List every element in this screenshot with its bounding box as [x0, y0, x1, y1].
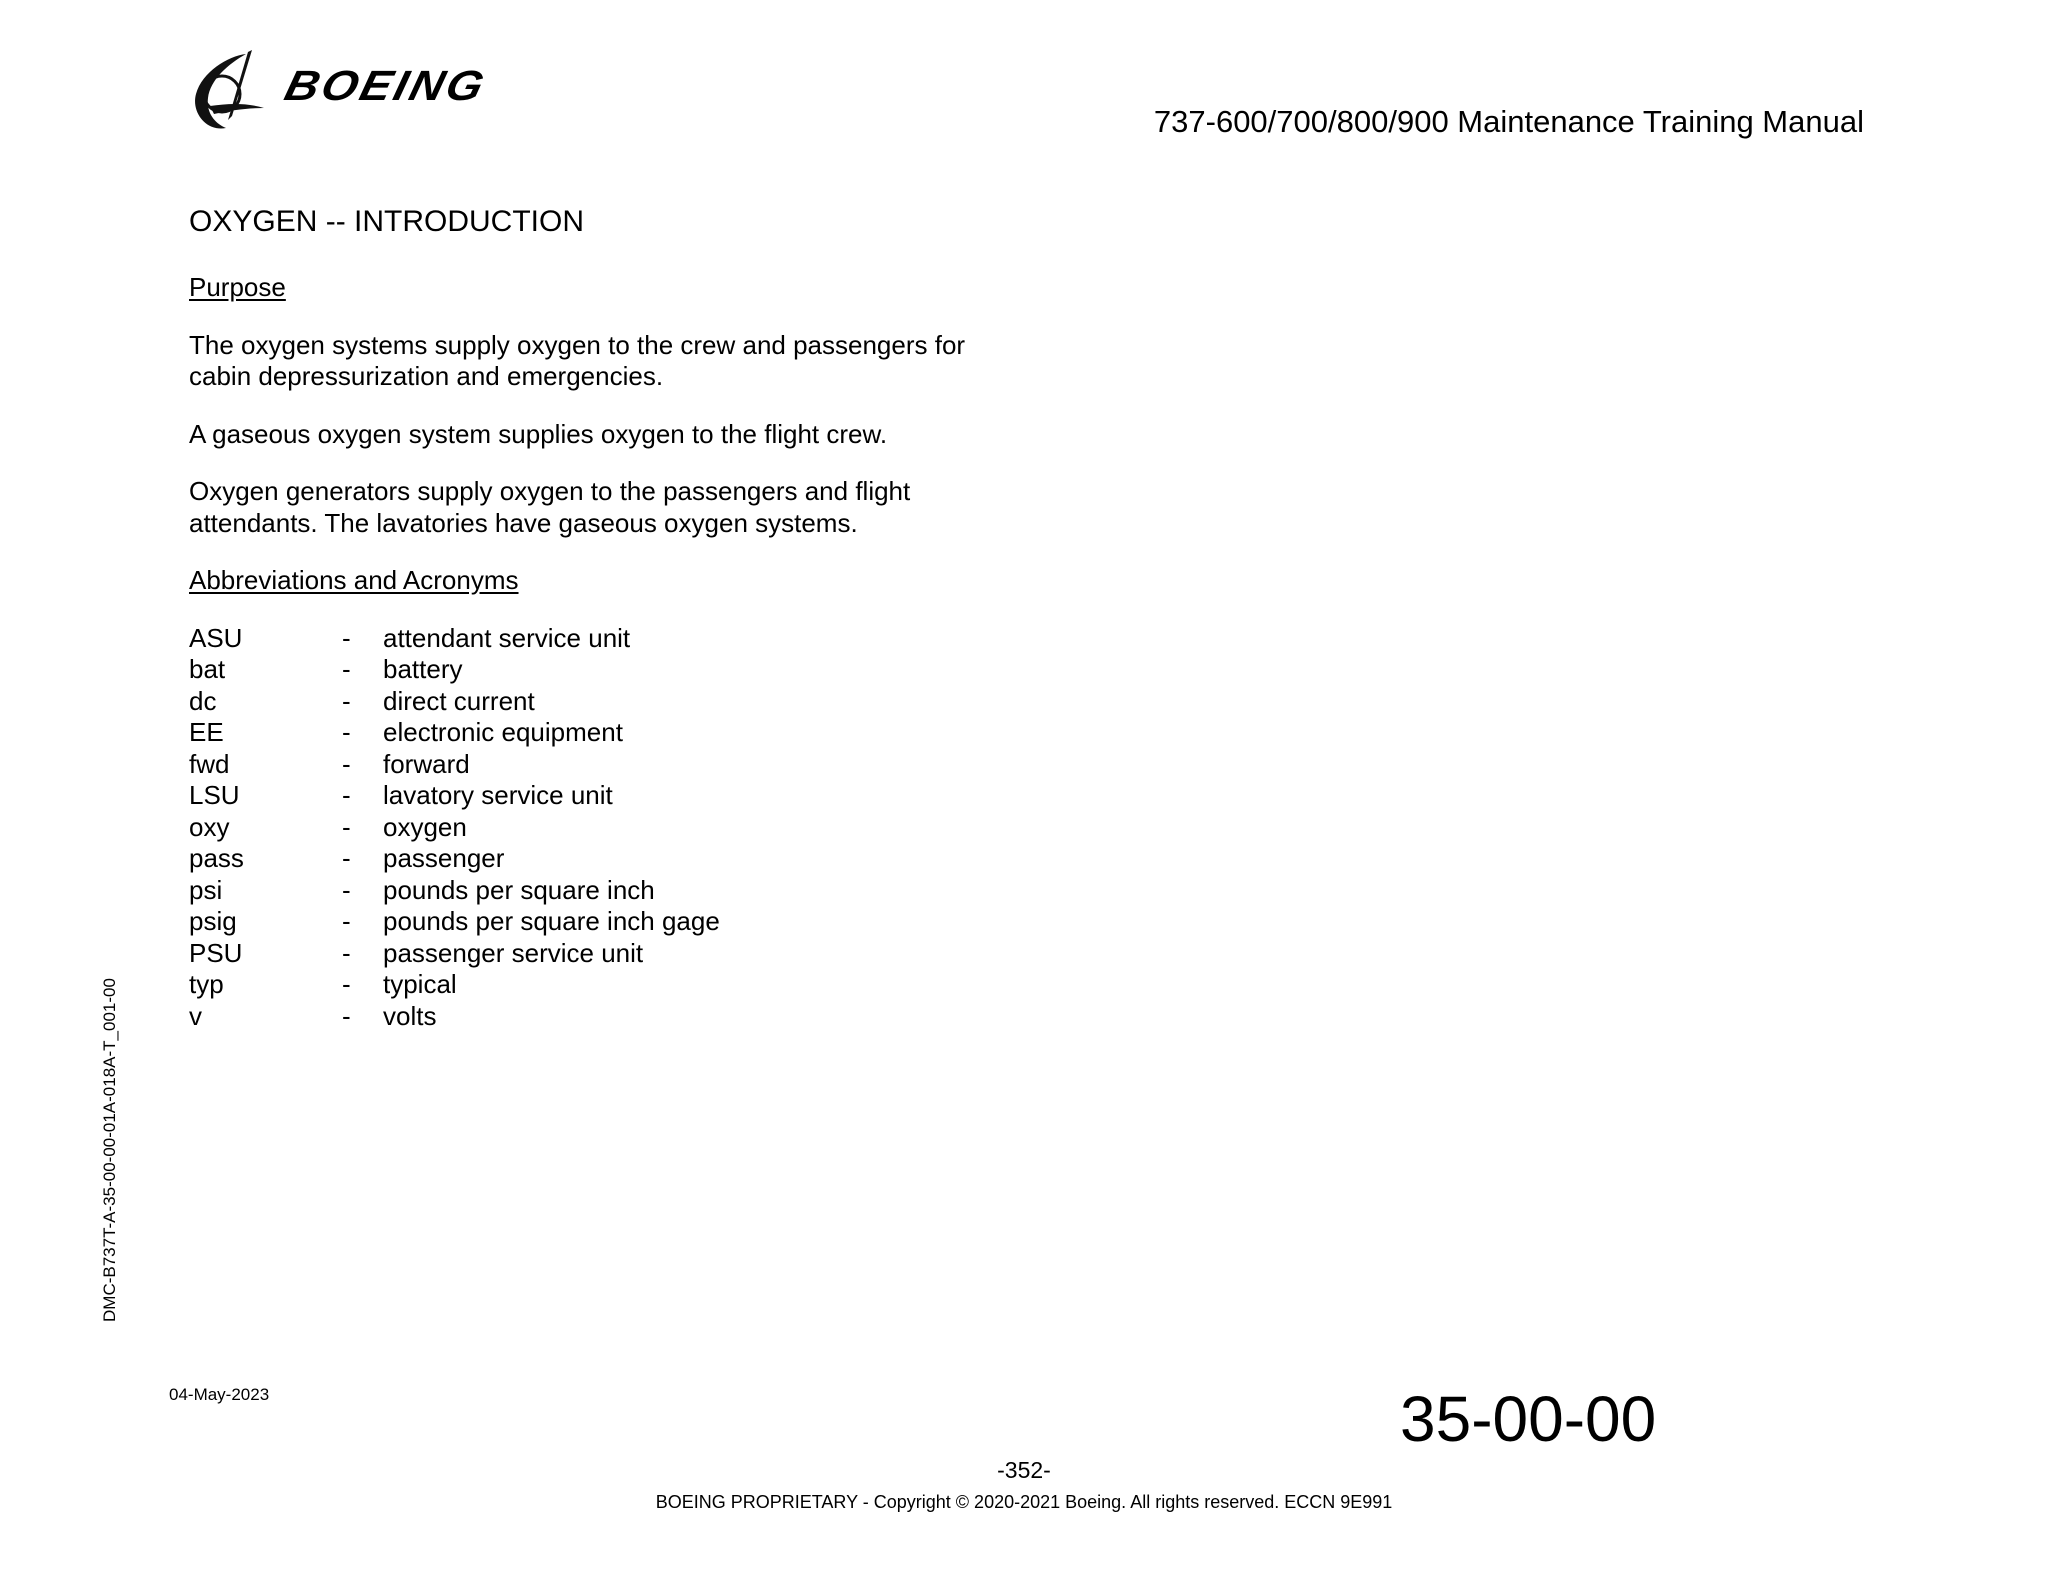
abbreviation-dash: - — [342, 843, 351, 873]
page-number: -352- — [997, 1457, 1051, 1483]
purpose-heading: Purpose — [189, 272, 286, 302]
abbreviation-definition: passenger service unit — [383, 937, 644, 968]
abbreviation-term: typ — [189, 969, 224, 999]
abbreviation-dash: - — [342, 685, 351, 716]
abbreviation-term: LSU — [189, 780, 240, 810]
abbreviation-term: oxy — [189, 811, 230, 842]
abbreviation-definition: attendant service unit — [383, 622, 631, 653]
abbreviation-term: pass — [189, 843, 244, 873]
abbreviation-dash: - — [342, 969, 351, 999]
abbreviation-row — [189, 938, 1009, 970]
abbreviation-row — [189, 686, 1009, 718]
revision-date: 04-May-2023 — [169, 1385, 270, 1404]
abbreviation-dash: - — [342, 1000, 351, 1031]
abbreviation-row — [189, 654, 1009, 686]
abbreviation-row — [189, 623, 1009, 655]
chapter-number: 35-00-00 — [1400, 1383, 1657, 1455]
abbreviation-row — [189, 812, 1009, 844]
abbreviation-row — [189, 843, 1009, 875]
document-code: DMC-B737T-A-35-00-00-01A-018A-T_001-00 — [100, 978, 119, 1322]
abbreviation-definition: typical — [383, 969, 457, 999]
abbreviation-term: dc — [189, 685, 217, 716]
abbreviation-term: psig — [189, 906, 237, 936]
abbreviation-row — [189, 780, 1009, 812]
abbreviation-row — [189, 906, 1009, 938]
paragraph: Oxygen generators supply oxygen to the passengers and flight attendants. The lavatories have gaseous oxygen systems. — [189, 476, 911, 538]
abbreviation-dash: - — [342, 811, 351, 842]
section-title: OXYGEN -- INTRODUCTION — [189, 205, 584, 238]
abbreviation-dash: - — [342, 654, 351, 684]
proprietary-notice: BOEING PROPRIETARY - Copyright © 2020-2021 Boeing. All rights reserved. ECCN 9E991 — [655, 1492, 1393, 1512]
abbreviation-row — [189, 717, 1009, 749]
boeing-logo — [188, 46, 568, 136]
abbreviation-row — [189, 875, 1009, 907]
abbreviation-dash: - — [342, 780, 351, 810]
abbreviation-definition: lavatory service unit — [383, 780, 613, 810]
abbreviations-list — [189, 623, 1009, 1033]
abbreviation-definition: forward — [383, 748, 470, 779]
boeing-wordmark: BOEING — [280, 61, 492, 110]
abbreviation-definition: battery — [383, 654, 463, 684]
abbreviation-definition: oxygen — [383, 811, 467, 842]
abbreviation-dash: - — [342, 906, 351, 936]
abbreviation-dash: - — [342, 937, 351, 968]
abbreviation-row — [189, 749, 1009, 781]
abbreviation-dash: - — [342, 717, 351, 747]
abbreviations-heading: Abbreviations and Acronyms — [189, 565, 519, 595]
abbreviation-definition: passenger — [383, 843, 505, 873]
paragraph: The oxygen systems supply oxygen to the crew and passengers for cabin depressurization and emergencies. — [189, 329, 966, 391]
section-content — [189, 272, 1009, 1032]
abbreviation-term: PSU — [189, 937, 243, 968]
abbreviation-definition: pounds per square inch — [383, 874, 655, 905]
abbreviation-definition: direct current — [383, 685, 535, 716]
abbreviation-term: psi — [189, 874, 223, 905]
abbreviation-dash: - — [342, 622, 351, 653]
abbreviation-row — [189, 1001, 1009, 1033]
abbreviation-term: EE — [189, 717, 224, 747]
abbreviation-term: fwd — [189, 748, 230, 779]
abbreviation-definition: pounds per square inch gage — [383, 906, 720, 936]
abbreviation-dash: - — [342, 748, 351, 779]
manual-title: 737-600/700/800/900 Maintenance Training Manual — [1153, 104, 1864, 139]
paragraph: A gaseous oxygen system supplies oxygen to the flight crew. — [189, 418, 888, 449]
abbreviation-definition: volts — [383, 1000, 437, 1031]
abbreviation-dash: - — [342, 874, 351, 905]
abbreviation-row — [189, 969, 1009, 1001]
abbreviation-term: v — [189, 1000, 202, 1031]
abbreviation-term: ASU — [189, 622, 243, 653]
abbreviation-definition: electronic equipment — [383, 717, 623, 747]
abbreviation-term: bat — [189, 654, 226, 684]
